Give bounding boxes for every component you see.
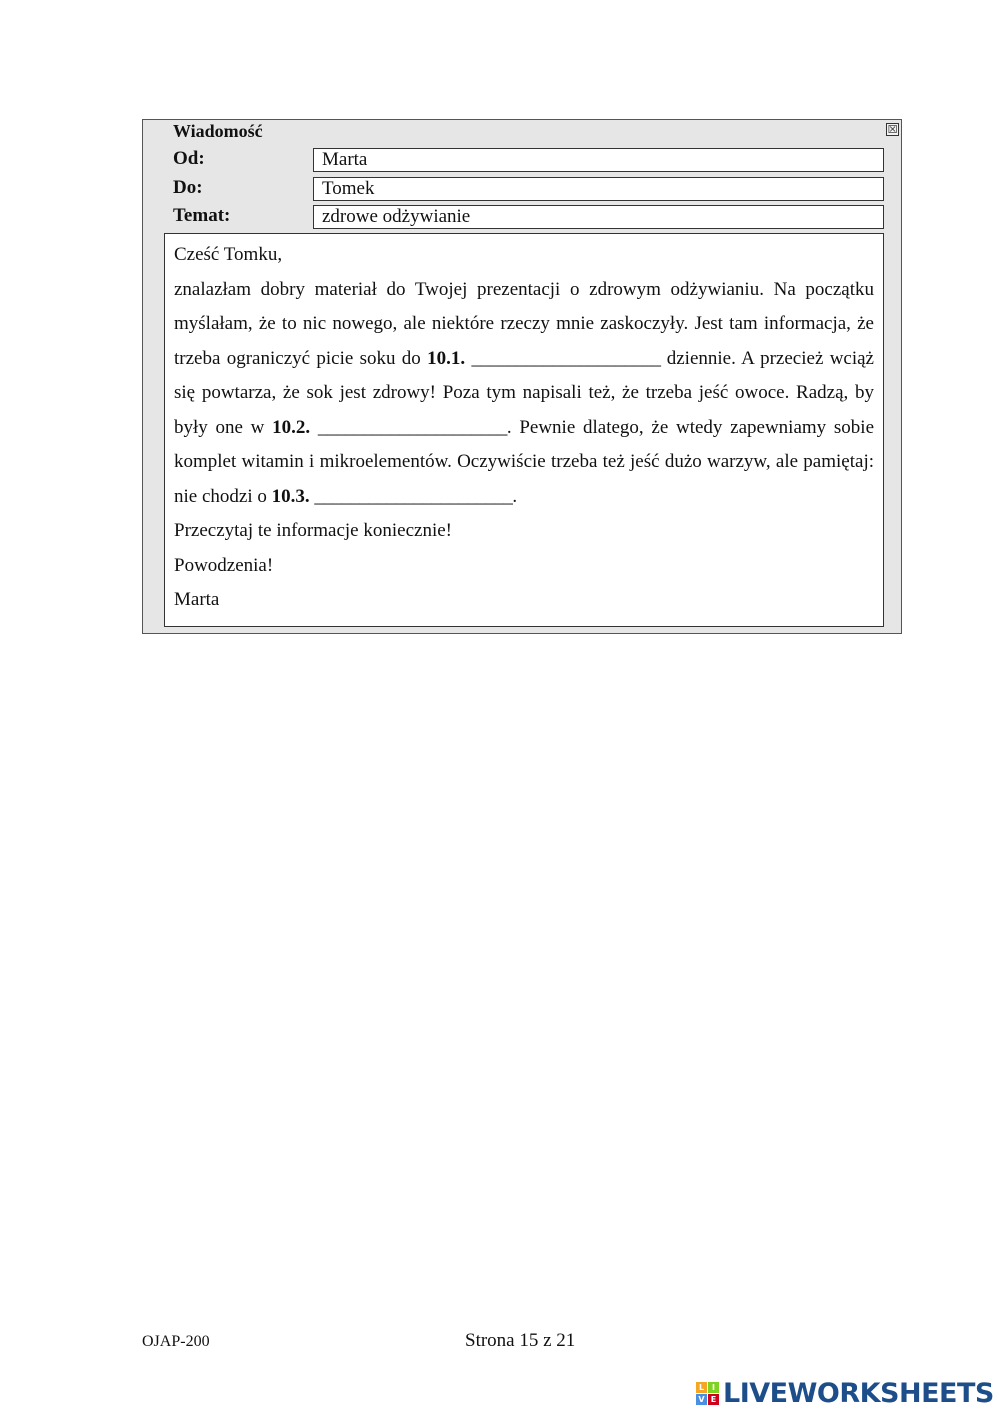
paragraph-text-3: . Pewnie dlatego, że wtedy zapewniamy sobie komplet witamin i mikroelementów. Oczywiście trzeba też jeść dużo warzyw, ale pamiętaj: nie chodzi o [174, 416, 875, 507]
logo-text: LIVEWORKSHEETS [723, 1377, 994, 1409]
logo-tile: I [708, 1382, 719, 1393]
logo-tile: L [696, 1382, 707, 1393]
to-field[interactable]: Tomek [313, 177, 884, 201]
logo-mark-icon [696, 1382, 719, 1405]
logo-tile: E [708, 1394, 719, 1405]
from-field[interactable]: Marta [313, 148, 884, 172]
signature: Marta [174, 589, 220, 610]
gap-3-label: 10.3. [271, 485, 310, 507]
from-label: Od: [173, 148, 205, 169]
gap-2-blank[interactable]: _____________________ [317, 416, 507, 438]
greeting: Cześć Tomku, [174, 244, 283, 265]
liveworksheets-logo [696, 1378, 994, 1408]
paragraph-text-4: . [512, 485, 518, 507]
message-window [142, 119, 902, 634]
window-title: Wiadomość [173, 121, 263, 141]
message-paragraph [174, 273, 874, 515]
good-luck-line: Powodzenia! [174, 554, 274, 576]
gap-2-label: 10.2. [272, 416, 311, 438]
logo-tile: V [696, 1394, 707, 1405]
closing-line: Przeczytaj te informacje koniecznie! [174, 520, 452, 541]
paragraph-text-2: dziennie. A przecież wciąż się powtarza, że sok jest zdrowy! Poza tym napisali też, że trzeba jeść owoce. Radzą, by były one w [174, 347, 874, 438]
message-body [164, 233, 884, 627]
exam-code: OJAP-200 [142, 1333, 210, 1350]
gap-1-blank[interactable]: _____________________ [471, 347, 661, 369]
gap-1-label: 10.1. [427, 347, 466, 369]
to-label: Do: [173, 177, 203, 198]
paragraph-text-1: znalazłam dobry materiał do Twojej prezentacji o zdrowym odżywianiu. Na początku myślałam, że to nic nowego, ale niektóre rzeczy mnie zaskoczyły. Jest tam informacja, że trzeba ograniczyć picie soku do [174, 278, 874, 369]
page-number: Strona 15 z 21 [465, 1330, 576, 1351]
close-icon[interactable]: ☒ [887, 123, 898, 136]
gap-3-blank[interactable]: ______________________ [314, 485, 513, 507]
subject-label: Temat: [173, 205, 231, 226]
subject-field[interactable]: zdrowe odżywianie [313, 205, 884, 229]
